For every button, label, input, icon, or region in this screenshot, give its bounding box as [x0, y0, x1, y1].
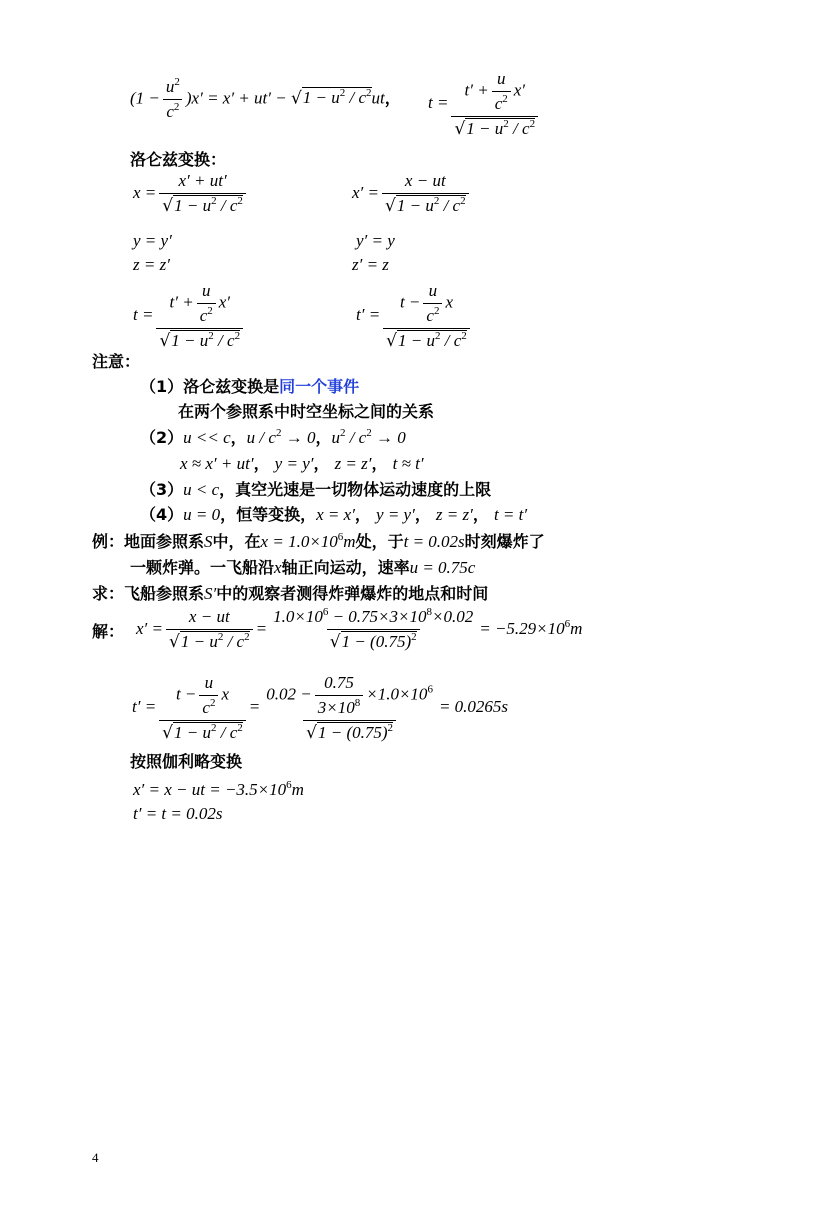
equation-derived-t: t = t′ + $\frac{u}{c^2}$ x′ $√1 - u^2 / c^2$: [428, 70, 541, 139]
example-line-1: 例：地面参照系S中，在$x = 1.0\times 10^6m$处，于t = 0.02s时刻爆炸了: [92, 531, 545, 551]
lorentz-heading: 洛仑兹变换：: [130, 150, 227, 169]
equation-derived-x: (1 − $\frac{u^2}{c^2}$ )$x' = x' + ut' - √1 - u^2 / c^2ut$，: [130, 76, 401, 121]
lorentz-t: t = t′ + $\frac{u}{c^2}$ x′ $√1 - u^2 / c^2$: [133, 282, 246, 351]
galilean-heading: 按照伽利略变换: [130, 752, 243, 771]
lorentz-x-prime: x′ = $\frac{x - ut}{√1 - u^2 / c^2}$: [352, 172, 472, 216]
lorentz-x: x = $\frac{x' + ut'}{√1 - u^2 / c^2}$: [133, 172, 249, 216]
solution-label: 解：: [92, 622, 125, 641]
note-item-1-line2: 在两个参照系中时空坐标之间的关系: [178, 402, 435, 421]
solution-x-prime: x′ = $\frac{x - ut}{√1 - u^2 / c^2}$ = $\frac{1.0\times 10^6 - 0.75\times 3\times 10^8\times 0.02}{√1 - (0.75)^2}$ = $-5.29\times 10^6m$: [136, 606, 583, 652]
galilean-t: t′ = t = 0.02s: [133, 804, 223, 823]
page-number: 4: [92, 1150, 99, 1165]
lorentz-t-prime: t′ = t − $\frac{u}{c^2}$ x $√1 - u^2 / c^2$: [356, 282, 473, 351]
lorentz-z: z = z′: [133, 255, 170, 274]
galilean-x: x′ = x − ut = $-3.5\times 10^6m$: [133, 779, 304, 799]
note-item-2: （2）u << c，$u / c^2 \to 0$，$u^2 / c^2 \to 0$: [140, 427, 406, 447]
solution-t-prime: t′ = t − $\frac{u}{c^2}$ x $√1 - u^2 / c^2$ = 0.02 − $\frac{0.75}{3\times 10^8}$ $\times 1.0\times 10^6$ $√1 - (0.75)^2$ = 0.0265s: [132, 673, 509, 743]
note-item-1: （1）洛仑兹变换是同一个事件: [140, 377, 360, 396]
lorentz-y: y = y′: [133, 231, 172, 250]
note-item-2-line2: x ≈ x′ + ut′， y = y′， z = z′， t ≈ t′: [180, 454, 424, 473]
question-line: 求：飞船参照系S′中的观察者测得炸弹爆炸的地点和时间: [92, 584, 489, 603]
note-item-3: （3）u < c，真空光速是一切物体运动速度的上限: [140, 480, 492, 499]
highlight-same-event: 同一个事件: [279, 377, 360, 396]
note-item-4: （4）u = 0，恒等变换，x = x′， y = y′， z = z′， t = t′: [140, 505, 528, 524]
note-heading: 注意：: [92, 352, 141, 371]
example-line-2: 一颗炸弹。一飞船沿x轴正向运动，速率u = 0.75c: [130, 558, 476, 577]
lorentz-y-prime: y′ = y: [356, 231, 395, 250]
lorentz-z-prime: z′ = z: [352, 255, 389, 274]
